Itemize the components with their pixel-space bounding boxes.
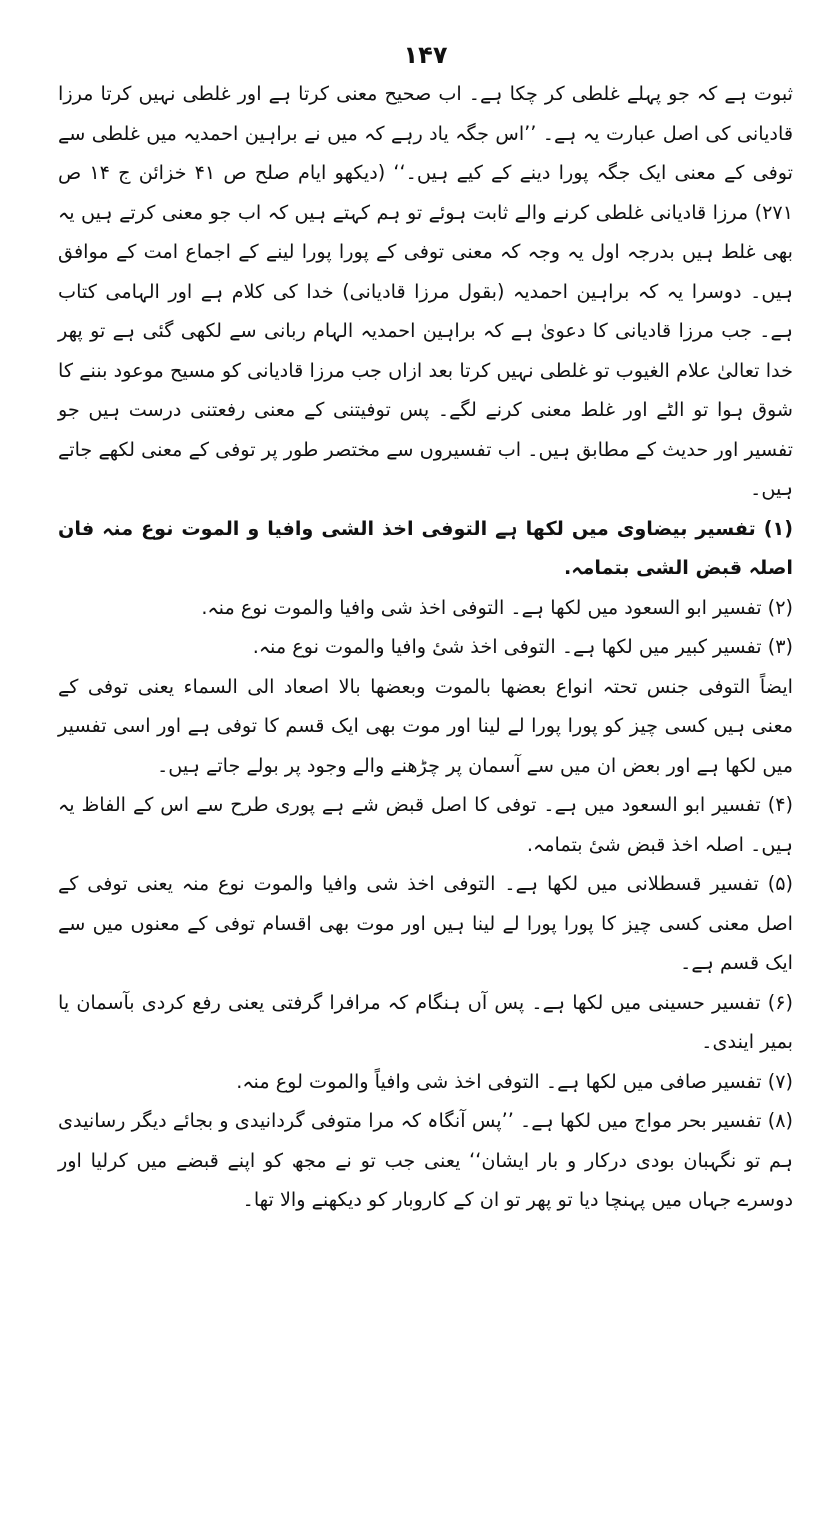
paragraph-tafsir-baidawi: (۱) تفسیر بیضاوی میں لکھا ہے التوفی اخذ الشی وافیا و الموت نوع منہ فان اصلہ قبض الشی بتمامہ. [58,516,793,579]
paragraph-tafsir-abu-saud-2: (۴) تفسیر ابو السعود میں ہے۔ توفی کا اصل قبض شے ہے پوری طرح سے اس کے الفاظ یہ ہیں۔ اصلہ اخذ قبض شیٔ بتمامہ. [58,793,793,856]
paragraph-tafsir-bahr-mawaj: (۸) تفسیر بحر مواج میں لکھا ہے۔ ’’پس آنگاہ کہ مرا متوفی گردانیدی و بجائے دیگر رسانیدی ہم تو نگہبان بودی درکار و بار ایشان‘‘ یعنی جب تو نے مجھ کو اپنے قبضے میں کرلیا اور دوسرے جہاں میں پہنچا دیا تو پھر تو ان کے کاروبار کو دیکھنے والا تھا۔ [58,1109,793,1211]
paragraph-intro: ثبوت ہے کہ جو پہلے غلطی کر چکا ہے۔ اب صحیح معنی کرتا ہے اور غلطی نہیں کرتا مرزا قادیانی کی اصل عبارت یہ ہے۔ ’’اس جگہ یاد رہے کہ میں نے براہین احمدیہ میں غلطی سے توفی کے معنی ایک جگہ پورا دینے کے کیے ہیں۔‘‘ (دیکھو ایام صلح ص ۴۱ خزائن ج ۱۴ ص ۲۷۱) مرزا قادیانی غلطی کرنے والے ثابت ہوئے تو ہم کہتے ہیں کہ اب جو معنی کرتے ہیں یہ بھی غلط ہیں بدرجہ اول یہ وجہ کہ معنی توفی کے پورا پورا لینے کے اجماع امت کے موافق ہیں۔ دوسرا یہ کہ براہین احمدیہ (بقول مرزا قادیانی) خدا کی کلام ہے اور الہامی کتاب ہے۔ جب مرزا قادیانی کا دعویٰ ہے کہ براہین احمدیہ الہام ربانی سے لکھی گئی ہے تو پھر خدا تعالیٰ علام الغیوب تو غلطی نہیں کرتا بعد ازاں جب مرزا قادیانی کو مسیح موعود بننے کا شوق ہوا تو الٹے اور غلط معنی کرنے لگے۔ پس توفیتنی کے معنی رفعتنی درست ہیں جو تفسیر اور حدیث کے مطابق ہیں۔ اب تفسیروں سے مختصر طور پر توفی کے معنی لکھے جاتے ہیں۔ [58,82,793,500]
paragraph-tafsir-abu-saud: (۲) تفسیر ابو السعود میں لکھا ہے۔ التوفی اخذ شی وافیا والموت نوع منہ. [201,595,793,619]
paragraph-aidan: ایضاً التوفی جنس تحتہ انواع بعضھا بالموت وبعضھا بالا اصعاد الی السماء یعنی توفی کے معنی ہیں کسی چیز کو پورا پورا لے لینا اور موت بھی ایک قسم کا توفی ہے اور اسی تفسیر میں لکھا ہے اور بعض ان میں سے آسمان پر چڑھنے والے وجود پر بولے جاتے ہیں۔ [58,674,793,777]
paragraph-tafsir-husaini: (۶) تفسیر حسینی میں لکھا ہے۔ پس آں ہنگام کہ مرافرا گرفتی یعنی رفع کردی بآسمان یا بمیر ایندی۔ [58,990,793,1053]
page-number: ۱۴۷ [403,41,448,69]
paragraph-tafsir-safi: (۷) تفسیر صافی میں لکھا ہے۔ التوفی اخذ شی وافیاً والموت لوع منہ. [236,1069,793,1093]
document-page [58,40,793,1510]
paragraph-tafsir-kabir: (۳) تفسیر کبیر میں لکھا ہے۔ التوفی اخذ شیٔ وافیا والموت نوع منہ. [252,635,793,658]
paragraph-tafsir-qastalani: (۵) تفسیر قسطلانی میں لکھا ہے۔ التوفی اخذ شی وافیا والموت نوع منہ یعنی توفی کے اصل معنی کسی چیز کا پورا پورا لے لینا ہیں اور موت بھی اقسام توفی کے معنوں میں سے ایک قسم ہے۔ [58,872,793,974]
